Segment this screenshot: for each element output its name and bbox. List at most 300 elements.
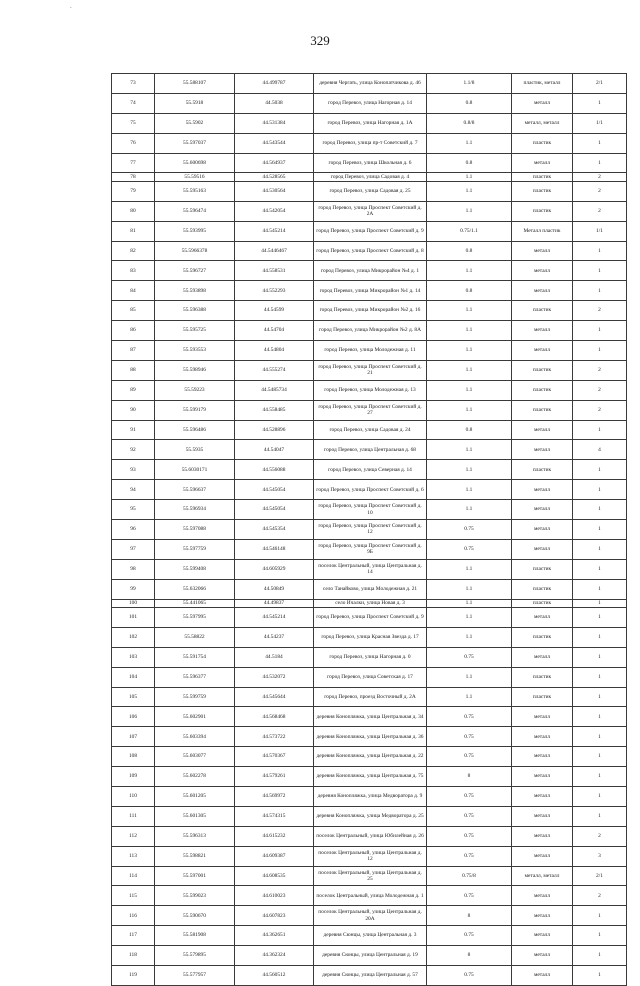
container-volume-cell: 0.75: [427, 707, 512, 727]
container-count-cell: 1: [573, 420, 627, 440]
container-volume-cell: 1.1: [427, 261, 512, 281]
container-material-cell: металл: [512, 926, 573, 946]
longitude-cell: 44.570367: [235, 747, 314, 767]
table-row: [112, 221, 627, 241]
container-material-cell: металл: [512, 519, 573, 539]
container-count-cell: 1: [573, 480, 627, 500]
longitude-cell: 44.555274: [235, 360, 314, 380]
longitude-cell: 44.5038: [235, 93, 314, 113]
container-volume-cell: 1.1: [427, 360, 512, 380]
container-material-cell: пластик: [512, 400, 573, 420]
container-material-cell: пластик: [512, 380, 573, 400]
container-volume-cell: 1.1: [427, 173, 512, 181]
container-material-cell: металл: [512, 607, 573, 627]
address-cell: деревня Конопляжка, улица Центральная д. 22: [314, 747, 427, 767]
row-number-cell: 94: [112, 480, 155, 500]
container-material-cell: Металл пластик: [512, 221, 573, 241]
address-cell: город Перевоз, улица Проспект Советский д. 9: [314, 221, 427, 241]
row-number-cell: 117: [112, 926, 155, 946]
address-cell: город Перевоз, улица Микрорайон №2 д. 16: [314, 301, 427, 321]
address-cell: поселок Центральный, улица Центральная д. 12: [314, 846, 427, 866]
longitude-cell: 44.362651: [235, 926, 314, 946]
address-cell: город Перевоз, улица Проспект Советский д. 2А: [314, 201, 427, 221]
address-cell: город Перевоз, улица Молодежная д. 13: [314, 380, 427, 400]
row-number-cell: 85: [112, 301, 155, 321]
latitude-cell: 55.596474: [155, 201, 235, 221]
row-number-cell: 99: [112, 579, 155, 599]
address-cell: деревня Конопляжка, улица Центральная д. 75: [314, 767, 427, 787]
table-row: [112, 241, 627, 261]
latitude-cell: 55.602278: [155, 767, 235, 787]
table-row: [112, 113, 627, 133]
table-row: [112, 767, 627, 787]
container-count-cell: 1: [573, 599, 627, 607]
latitude-cell: 55.599179: [155, 400, 235, 420]
address-cell: город Перевоз, улица Микрорайон №2 д. 8А: [314, 321, 427, 341]
longitude-cell: 44.558485: [235, 400, 314, 420]
container-volume-cell: 1.1: [427, 627, 512, 647]
container-volume-cell: 1.1: [427, 133, 512, 153]
row-number-cell: 74: [112, 93, 155, 113]
latitude-cell: 55.600698: [155, 153, 235, 173]
address-cell: поселок Центральный, улица Центральная д. 25: [314, 866, 427, 886]
row-number-cell: 104: [112, 667, 155, 687]
container-volume-cell: 8: [427, 767, 512, 787]
longitude-cell: 44.564937: [235, 153, 314, 173]
latitude-cell: 55.601305: [155, 806, 235, 826]
table-row: [112, 440, 627, 460]
table-row: [112, 301, 627, 321]
container-volume-cell: 1.1: [427, 440, 512, 460]
address-cell: город Перевоз, улица Садовая д. 4: [314, 173, 427, 181]
address-cell: город Перевоз, улица Проспект Советский д. 6: [314, 480, 427, 500]
row-number-cell: 98: [112, 559, 155, 579]
longitude-cell: 44.545054: [235, 500, 314, 520]
table-row: [112, 826, 627, 846]
container-count-cell: 1/1: [573, 113, 627, 133]
longitude-cell: 44.499787: [235, 74, 314, 94]
row-number-cell: 119: [112, 965, 155, 985]
container-count-cell: 2/1: [573, 866, 627, 886]
latitude-cell: 55.588107: [155, 74, 235, 94]
address-cell: деревня Сюнцы, улица Центральная д. 3: [314, 926, 427, 946]
container-volume-cell: 0.8: [427, 420, 512, 440]
table-row: [112, 627, 627, 647]
address-cell: поселок Центральный, улица Центральная д. 14: [314, 559, 427, 579]
latitude-cell: 55.58822: [155, 627, 235, 647]
latitude-cell: 55.595725: [155, 321, 235, 341]
table-row: [112, 380, 627, 400]
container-count-cell: 1: [573, 539, 627, 559]
address-cell: деревня Конопляжка, улица Медвоpатора д. 9: [314, 786, 427, 806]
container-count-cell: 1: [573, 519, 627, 539]
address-cell: город Перевоз, улица Микрорайон №4 д. 1: [314, 261, 427, 281]
address-cell: поселок Центральный, улица Молодежная д. 1: [314, 886, 427, 906]
container-count-cell: 4: [573, 440, 627, 460]
address-cell: деревня Сюнцы, улица Центральная д. 57: [314, 965, 427, 985]
latitude-cell: 55.596637: [155, 480, 235, 500]
latitude-cell: 55.603077: [155, 747, 235, 767]
container-material-cell: металл: [512, 806, 573, 826]
container-count-cell: 1: [573, 261, 627, 281]
container-material-cell: металл: [512, 767, 573, 787]
address-cell: город Перевоз, улица Проспект Советский д. 27: [314, 400, 427, 420]
container-count-cell: 1: [573, 460, 627, 480]
latitude-cell: 55.632066: [155, 579, 235, 599]
container-volume-cell: 1.1: [427, 380, 512, 400]
container-material-cell: пластик: [512, 599, 573, 607]
address-cell: деревня Конопляжка, улица Медвоpатора д. 25: [314, 806, 427, 826]
row-number-cell: 81: [112, 221, 155, 241]
address-cell: город Перевоз, улица Проспект Советский д. 21: [314, 360, 427, 380]
longitude-cell: 44.574315: [235, 806, 314, 826]
longitude-cell: 44.545354: [235, 519, 314, 539]
row-number-cell: 115: [112, 886, 155, 906]
container-count-cell: 1: [573, 786, 627, 806]
row-number-cell: 100: [112, 599, 155, 607]
container-material-cell: металл: [512, 965, 573, 985]
container-volume-cell: 1.1: [427, 579, 512, 599]
row-number-cell: 75: [112, 113, 155, 133]
table-row: [112, 607, 627, 627]
row-number-cell: 87: [112, 340, 155, 360]
container-material-cell: металл, металл: [512, 113, 573, 133]
latitude-cell: 55.596313: [155, 826, 235, 846]
container-count-cell: 1: [573, 627, 627, 647]
longitude-cell: 44.532072: [235, 667, 314, 687]
table-row: [112, 559, 627, 579]
container-count-cell: 2: [573, 380, 627, 400]
container-material-cell: металл: [512, 321, 573, 341]
row-number-cell: 88: [112, 360, 155, 380]
container-count-cell: 1: [573, 133, 627, 153]
container-material-cell: пластик: [512, 559, 573, 579]
address-cell: город Перевоз, улица Проспект Советский д. 10: [314, 500, 427, 520]
table-row: [112, 866, 627, 886]
longitude-cell: 44.545054: [235, 480, 314, 500]
container-count-cell: 1: [573, 647, 627, 667]
container-volume-cell: 1.1/8: [427, 74, 512, 94]
table-row: [112, 687, 627, 707]
container-material-cell: металл: [512, 539, 573, 559]
container-material-cell: металл: [512, 261, 573, 281]
container-volume-cell: 0.8: [427, 93, 512, 113]
container-volume-cell: 8: [427, 906, 512, 926]
address-cell: город Перевоз, улица Нагорная д. 0: [314, 647, 427, 667]
container-volume-cell: 0.75: [427, 786, 512, 806]
container-count-cell: 1: [573, 806, 627, 826]
address-cell: город Перевоз, улица Проспект Советский д. 12: [314, 519, 427, 539]
row-number-cell: 102: [112, 627, 155, 647]
container-count-cell: 2/1: [573, 74, 627, 94]
latitude-cell: 55.5935: [155, 440, 235, 460]
address-cell: город Перевоз, улица Микрорайон №1 д. 14: [314, 281, 427, 301]
container-material-cell: металл: [512, 153, 573, 173]
latitude-cell: 55.596377: [155, 667, 235, 687]
address-cell: город Перевоз, улица Красная Звезда д. 17: [314, 627, 427, 647]
latitude-cell: 55.591754: [155, 647, 235, 667]
latitude-cell: 55.597037: [155, 133, 235, 153]
container-count-cell: 1: [573, 767, 627, 787]
latitude-cell: 55.59516: [155, 173, 235, 181]
longitude-cell: 44.362324: [235, 946, 314, 966]
longitude-cell: 44.556088: [235, 460, 314, 480]
container-material-cell: пластик: [512, 201, 573, 221]
row-number-cell: 107: [112, 727, 155, 747]
longitude-cell: 44.54047: [235, 440, 314, 460]
container-volume-cell: 1.1: [427, 340, 512, 360]
row-number-cell: 80: [112, 201, 155, 221]
table-row: [112, 360, 627, 380]
container-count-cell: 1: [573, 153, 627, 173]
container-count-cell: 1: [573, 340, 627, 360]
container-count-cell: 1: [573, 559, 627, 579]
container-material-cell: металл: [512, 786, 573, 806]
address-cell: город Перевоз, проезд Восточный д. 2А: [314, 687, 427, 707]
scan-mark: .: [70, 2, 72, 10]
row-number-cell: 92: [112, 440, 155, 460]
latitude-cell: 55.603394: [155, 727, 235, 747]
container-material-cell: металл: [512, 826, 573, 846]
container-material-cell: пластик: [512, 460, 573, 480]
container-count-cell: 2: [573, 201, 627, 221]
container-count-cell: 2: [573, 886, 627, 906]
longitude-cell: 44.54599: [235, 301, 314, 321]
address-cell: город Перевоз, улица Садовая д. 25: [314, 181, 427, 201]
latitude-cell: 55.581908: [155, 926, 235, 946]
longitude-cell: 44.5485734: [235, 380, 314, 400]
latitude-cell: 55.597995: [155, 607, 235, 627]
container-material-cell: пластик: [512, 173, 573, 181]
table-row: [112, 201, 627, 221]
longitude-cell: 44.542054: [235, 201, 314, 221]
container-volume-cell: 0.75: [427, 826, 512, 846]
table-row: [112, 539, 627, 559]
page-number: 329: [310, 33, 330, 48]
container-count-cell: 1: [573, 687, 627, 707]
row-number-cell: 76: [112, 133, 155, 153]
row-number-cell: 112: [112, 826, 155, 846]
container-material-cell: металл: [512, 340, 573, 360]
longitude-cell: 44.573722: [235, 727, 314, 747]
row-number-cell: 118: [112, 946, 155, 966]
container-sites-table: [111, 73, 627, 986]
container-material-cell: пластик: [512, 687, 573, 707]
container-material-cell: металл: [512, 946, 573, 966]
address-cell: город Перевоз, улица Нагорная д. 1А: [314, 113, 427, 133]
row-number-cell: 93: [112, 460, 155, 480]
address-cell: поселок Центральный, улица Юбилейная д. 26: [314, 826, 427, 846]
row-number-cell: 110: [112, 786, 155, 806]
container-material-cell: металл: [512, 727, 573, 747]
container-volume-cell: 1.1: [427, 321, 512, 341]
container-material-cell: пластик: [512, 301, 573, 321]
container-volume-cell: 1.1: [427, 400, 512, 420]
table-row: [112, 965, 627, 985]
row-number-cell: 109: [112, 767, 155, 787]
longitude-cell: 44.528565: [235, 173, 314, 181]
container-material-cell: пластик: [512, 133, 573, 153]
latitude-cell: 55.6030171: [155, 460, 235, 480]
table-row: [112, 173, 627, 181]
latitude-cell: 55.602901: [155, 707, 235, 727]
address-cell: город Перевоз, улица Проспект Советский д. 9Б: [314, 539, 427, 559]
latitude-cell: 55.598946: [155, 360, 235, 380]
address-cell: поселок Центральный, улица Центральная д. 20А: [314, 906, 427, 926]
container-volume-cell: 0.75: [427, 539, 512, 559]
address-cell: город Перевоз, улица пр-т Советский д. 7: [314, 133, 427, 153]
latitude-cell: 55.593553: [155, 340, 235, 360]
container-material-cell: пластик: [512, 667, 573, 687]
container-volume-cell: 0.75: [427, 519, 512, 539]
container-count-cell: 1: [573, 579, 627, 599]
table-row: [112, 460, 627, 480]
container-material-cell: металл: [512, 906, 573, 926]
container-volume-cell: 0.75: [427, 965, 512, 985]
table-row: [112, 579, 627, 599]
table-row: [112, 786, 627, 806]
latitude-cell: 55.5918: [155, 93, 235, 113]
container-volume-cell: 1.1: [427, 181, 512, 201]
container-volume-cell: 1.1: [427, 687, 512, 707]
row-number-cell: 86: [112, 321, 155, 341]
address-cell: деревня Конопляжка, улица Центральная д. 34: [314, 707, 427, 727]
container-volume-cell: 0.8: [427, 153, 512, 173]
container-volume-cell: 1.1: [427, 500, 512, 520]
container-material-cell: металл: [512, 886, 573, 906]
table-row: [112, 647, 627, 667]
longitude-cell: 44.54704: [235, 321, 314, 341]
longitude-cell: 44.569972: [235, 786, 314, 806]
longitude-cell: 44.579261: [235, 767, 314, 787]
latitude-cell: 55.601205: [155, 786, 235, 806]
address-cell: город Перевоз, улица Советская д. 17: [314, 667, 427, 687]
address-cell: город Перевоз, улица Школьная д. 6: [314, 153, 427, 173]
longitude-cell: 44.608535: [235, 866, 314, 886]
longitude-cell: 44.615232: [235, 826, 314, 846]
longitude-cell: 44.530564: [235, 181, 314, 201]
latitude-cell: 55.5902: [155, 113, 235, 133]
container-material-cell: металл: [512, 281, 573, 301]
address-cell: город Перевоз, улица Молодежная д. 11: [314, 340, 427, 360]
row-number-cell: 114: [112, 866, 155, 886]
table-row: [112, 906, 627, 926]
table-row: [112, 886, 627, 906]
table-row: [112, 806, 627, 826]
longitude-cell: 44.558531: [235, 261, 314, 281]
longitude-cell: 44.5446467: [235, 241, 314, 261]
longitude-cell: 44.545214: [235, 221, 314, 241]
container-volume-cell: 8: [427, 946, 512, 966]
row-number-cell: 96: [112, 519, 155, 539]
table-row: [112, 599, 627, 607]
container-count-cell: 2: [573, 173, 627, 181]
table-row: [112, 281, 627, 301]
address-cell: село Танайково, улица Молодежная д. 21: [314, 579, 427, 599]
container-material-cell: металл: [512, 747, 573, 767]
container-count-cell: 2: [573, 301, 627, 321]
row-number-cell: 97: [112, 539, 155, 559]
address-cell: деревня Конопляжка, улица Центральная д. 36: [314, 727, 427, 747]
longitude-cell: 44.531384: [235, 113, 314, 133]
longitude-cell: 44.54237: [235, 627, 314, 647]
latitude-cell: 55.597759: [155, 539, 235, 559]
container-material-cell: металл: [512, 647, 573, 667]
container-volume-cell: 0.75/1.1: [427, 221, 512, 241]
row-number-cell: 95: [112, 500, 155, 520]
container-volume-cell: 0.8: [427, 241, 512, 261]
container-count-cell: 1: [573, 607, 627, 627]
longitude-cell: 44.607823: [235, 906, 314, 926]
latitude-cell: 55.590670: [155, 906, 235, 926]
container-count-cell: 1: [573, 93, 627, 113]
container-material-cell: металл: [512, 480, 573, 500]
longitude-cell: 44.50849: [235, 579, 314, 599]
longitude-cell: 44.5184: [235, 647, 314, 667]
container-volume-cell: 1.1: [427, 667, 512, 687]
row-number-cell: 90: [112, 400, 155, 420]
table-row: [112, 181, 627, 201]
table-row: [112, 500, 627, 520]
row-number-cell: 79: [112, 181, 155, 201]
latitude-cell: 55.593995: [155, 221, 235, 241]
container-count-cell: 2: [573, 826, 627, 846]
container-material-cell: металл: [512, 500, 573, 520]
longitude-cell: 44.545214: [235, 607, 314, 627]
address-cell: деревня Чергать, улица Конопатчикова д. 46: [314, 74, 427, 94]
latitude-cell: 55.595163: [155, 181, 235, 201]
row-number-cell: 101: [112, 607, 155, 627]
address-cell: город Перевоз, улица Нагорная д. 14: [314, 93, 427, 113]
latitude-cell: 55.599023: [155, 886, 235, 906]
longitude-cell: 44.543544: [235, 133, 314, 153]
latitude-cell: 55.599759: [155, 687, 235, 707]
longitude-cell: 44.610023: [235, 886, 314, 906]
container-count-cell: 1: [573, 281, 627, 301]
table-body: [112, 74, 627, 986]
row-number-cell: 106: [112, 707, 155, 727]
row-number-cell: 78: [112, 173, 155, 181]
row-number-cell: 91: [112, 420, 155, 440]
row-number-cell: 89: [112, 380, 155, 400]
table-row: [112, 321, 627, 341]
container-material-cell: металл: [512, 93, 573, 113]
latitude-cell: 55.597001: [155, 866, 235, 886]
container-volume-cell: 0.8/8: [427, 113, 512, 133]
container-count-cell: 1: [573, 926, 627, 946]
table-row: [112, 846, 627, 866]
container-count-cell: 1: [573, 906, 627, 926]
table-row: [112, 340, 627, 360]
container-volume-cell: 1.1: [427, 559, 512, 579]
address-cell: город Перевоз, улица Садовая д. 24: [314, 420, 427, 440]
table-row: [112, 261, 627, 281]
latitude-cell: 55.593898: [155, 281, 235, 301]
table-row: [112, 926, 627, 946]
container-count-cell: 3: [573, 846, 627, 866]
container-count-cell: 1/1: [573, 221, 627, 241]
table-row: [112, 519, 627, 539]
latitude-cell: 55.577957: [155, 965, 235, 985]
row-number-cell: 108: [112, 747, 155, 767]
latitude-cell: 55.579895: [155, 946, 235, 966]
container-volume-cell: 1.1: [427, 599, 512, 607]
container-count-cell: 1: [573, 747, 627, 767]
container-volume-cell: 0.75: [427, 727, 512, 747]
latitude-cell: 55.5966378: [155, 241, 235, 261]
container-volume-cell: 1.1: [427, 201, 512, 221]
container-count-cell: 1: [573, 241, 627, 261]
